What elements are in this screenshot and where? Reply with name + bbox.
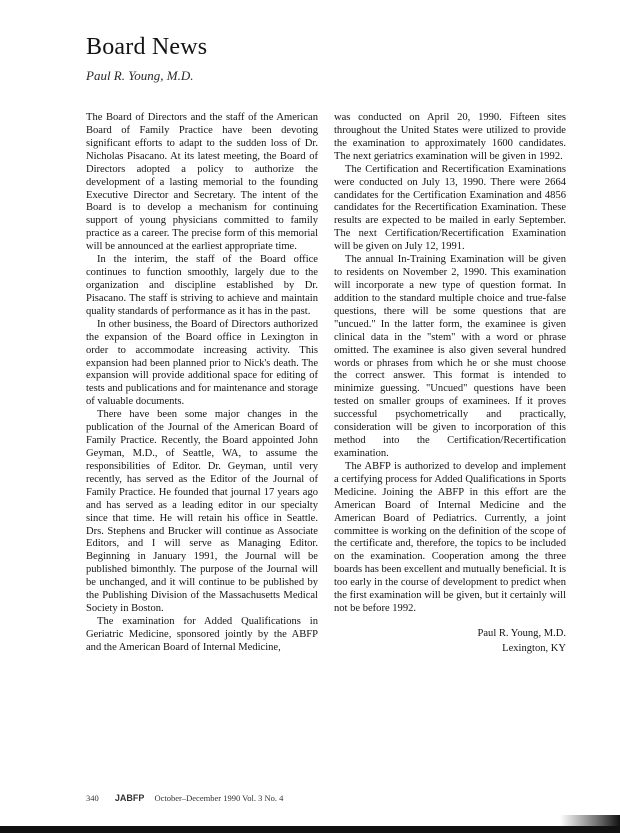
- paragraph: was conducted on April 20, 1990. Fifteen sites throughout the United States were utilized to provide the examination to approximately 1600 candidates. The next geriatrics examination will be given in 1992.: [334, 112, 566, 162]
- page-number: 340: [86, 793, 99, 803]
- right-column: [334, 112, 566, 656]
- page-title: Board News: [86, 34, 208, 60]
- signature-location: Lexington, KY: [502, 642, 566, 654]
- left-column: [86, 112, 318, 655]
- paragraph: The Certification and Recertification Examinations were conducted on July 13, 1990. There were 2664 candidates for the Certification Examination and 4856 candidates for the Recertification Examination. These results are expected to be mailed in early September. The next Certification/Recertification Examination will be given on July 12, 1991.: [334, 163, 566, 253]
- paragraph: The ABFP is authorized to develop and implement a certifying process for Added Qualifications in Sports Medicine. Joining the ABFP in this effort are the American Board of Internal Medicine and the American Board of Pediatrics. Currently, a joint committee is working on the definition of the scope of the certificate and, therefore, the topics to be included on the examination. Cooperation among the three boards has been excellent and mutually beneficial. It is too early in the course of development to predict when the first examination will be given, but it certainly will not be before 1992.: [334, 460, 566, 615]
- paragraph: In other business, the Board of Directors authorized the expansion of the Board office in Lexington in order to accommodate increasing activity. This expansion had been planned prior to Nick's death. The expansion will provide additional space for editing of tests and publications and for maintenance and storage of valuable documents.: [86, 318, 318, 408]
- journal-abbrev: JABFP: [114, 793, 145, 803]
- paragraph: The Board of Directors and the staff of the American Board of Family Practice have been devoting significant efforts to adapt to the sudden loss of Dr. Nicholas Pisacano. At its latest meeting, the Board of Directors adopted a policy to authorize the development of a lasting memorial to the founding Executive Director and Secretary. The intent of the Board is to develop a mechanism for continuing support of young physicians committed to family practice as a career. The precise form of this memorial will be announced at the earliest appropriate time.: [86, 112, 318, 253]
- paragraph: The examination for Added Qualifications in Geriatric Medicine, sponsored jointly by the ABFP and the American Board of Internal Medicine,: [86, 615, 318, 653]
- paragraph: In the interim, the staff of the Board office continues to function smoothly, largely due to the organization and discipline established by Dr. Pisacano. The staff is striving to achieve and maintain quality standards of performance as it has in the past.: [86, 254, 318, 317]
- signature-name: Paul R. Young, M.D.: [477, 627, 566, 639]
- signature-block: [334, 626, 566, 656]
- page-footer: [86, 793, 283, 803]
- issue-info: October–December 1990 Vol. 3 No. 4: [154, 793, 284, 803]
- scan-edge-bar: [0, 826, 620, 833]
- paragraph: The annual In-Training Examination will be given to residents on November 2, 1990. This examination will incorporate a new type of question format. In addition to the standard multiple choice and true-false questions, there will be some questions that are "uncued." In the latter form, the examinee is given clinical data in the "stem" with a word or phrase omitted. The examinee is also given several hundred words or phrases from which he or she must choose the correct answer. This format is intended to minimize guessing. "Uncued" questions have been tested on smaller groups of examinees. If it proves successful psychometrically and practically, consideration will be given to incorporation of this method into the Certification/Recertification examination.: [334, 254, 566, 459]
- paragraph: There have been some major changes in the publication of the Journal of the American Board of Family Practice. Recently, the Board appointed John Geyman, M.D., of Seattle, WA, to assume the responsibilities of Editor. Dr. Geyman, until very recently, has served as the Editor of the Journal of Family Practice. He founded that journal 17 years ago and has served as a leading editor in our specialty since that time. He will retain his office in Seattle. Drs. Stephens and Brucker will continue as Associate Editors, and I will serve as Managing Editor. Beginning in January 1991, the Journal will be published bimonthly. The purpose of the Journal will be unchanged, and it will continue to be published by the Publishing Division of the Massachusetts Medical Society in Boston.: [86, 409, 318, 615]
- author-byline: Paul R. Young, M.D.: [86, 68, 194, 83]
- scan-edge-shadow: [560, 815, 620, 826]
